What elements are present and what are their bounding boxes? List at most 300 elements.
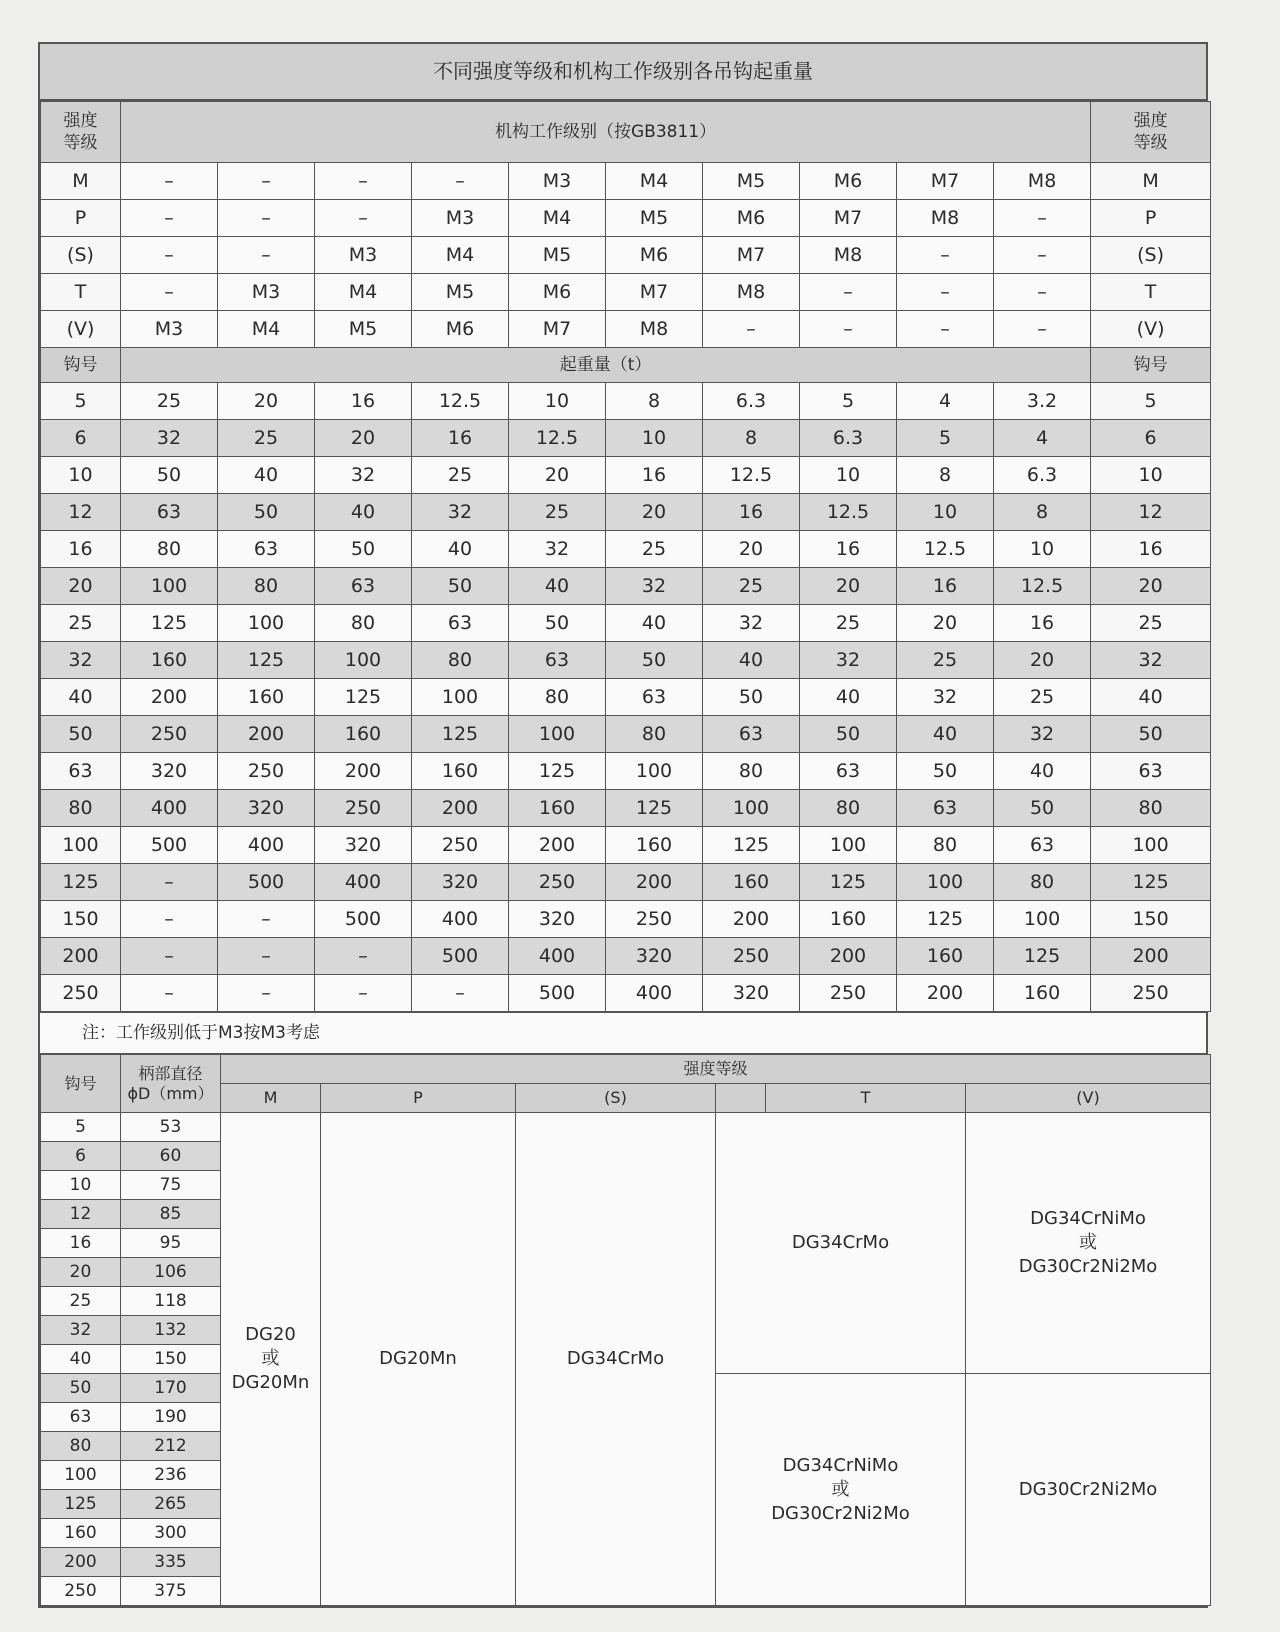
capacity-cell: 50 xyxy=(994,790,1091,827)
grade-cell: M5 xyxy=(509,237,606,274)
capacity-cell: 80 xyxy=(121,531,218,568)
grade-cell: M7 xyxy=(509,311,606,348)
capacity-cell: 100 xyxy=(994,901,1091,938)
capacity-cell: 25 xyxy=(509,494,606,531)
capacity-cell: 6.3 xyxy=(994,457,1091,494)
capacity-cell: 500 xyxy=(315,901,412,938)
capacity-cell: 16 xyxy=(897,568,994,605)
grade-rows xyxy=(41,102,1211,348)
grade-cell: M4 xyxy=(412,237,509,274)
capacity-cell: – xyxy=(121,901,218,938)
capacity-cell: – xyxy=(218,975,315,1012)
grade-cell: – xyxy=(121,274,218,311)
grade-cell: – xyxy=(121,237,218,274)
shank-diameter: 106 xyxy=(121,1258,221,1287)
capacity-cell: 63 xyxy=(994,827,1091,864)
capacity-row xyxy=(41,753,1211,790)
hook-number-left: 250 xyxy=(41,975,121,1012)
grade-cell: M8 xyxy=(994,163,1091,200)
capacity-cell: 25 xyxy=(412,457,509,494)
material-T-upper: DG34CrMo xyxy=(716,1113,966,1374)
grade-cell: – xyxy=(703,311,800,348)
capacity-cell: 160 xyxy=(315,716,412,753)
grade-cell: – xyxy=(800,274,897,311)
grade-cell: – xyxy=(897,274,994,311)
capacity-row xyxy=(41,827,1211,864)
capacity-cell: 20 xyxy=(315,420,412,457)
material-T-lower: DG34CrNiMo 或 DG30Cr2Ni2Mo xyxy=(716,1374,966,1606)
table-title: 不同强度等级和机构工作级别各吊钩起重量 xyxy=(40,44,1206,101)
capacity-cell: 200 xyxy=(218,716,315,753)
capacity-row xyxy=(41,605,1211,642)
hook-number: 25 xyxy=(41,1287,121,1316)
grade-cell: – xyxy=(994,200,1091,237)
hook-number: 12 xyxy=(41,1200,121,1229)
capacity-cell: 400 xyxy=(412,901,509,938)
hook-number-right: 150 xyxy=(1091,901,1211,938)
capacity-cell: 100 xyxy=(121,568,218,605)
capacity-cell: 80 xyxy=(994,864,1091,901)
capacity-row xyxy=(41,790,1211,827)
capacity-cell: 320 xyxy=(606,938,703,975)
capacity-cell: 160 xyxy=(703,864,800,901)
hook-number-right: 25 xyxy=(1091,605,1211,642)
material-V-upper: DG34CrNiMo 或 DG30Cr2Ni2Mo xyxy=(966,1113,1211,1374)
grade-cell: M8 xyxy=(703,274,800,311)
hook-number: 50 xyxy=(41,1374,121,1403)
hook-header: 钩号 xyxy=(41,1055,121,1113)
grade-cell: – xyxy=(315,200,412,237)
capacity-cell: 40 xyxy=(218,457,315,494)
capacity-cell: 40 xyxy=(897,716,994,753)
strength-grade-header: 强度等级 xyxy=(221,1055,1211,1084)
capacity-cell: 400 xyxy=(509,938,606,975)
hook-number-left: 6 xyxy=(41,420,121,457)
capacity-row xyxy=(41,716,1211,753)
capacity-cell: 160 xyxy=(218,679,315,716)
hook-number-left: 80 xyxy=(41,790,121,827)
shank-diameter: 60 xyxy=(121,1142,221,1171)
grade-cell: – xyxy=(994,311,1091,348)
capacity-cell: 100 xyxy=(218,605,315,642)
grade-M-header: M xyxy=(221,1084,321,1113)
grade-cell: – xyxy=(218,200,315,237)
shank-diameter: 150 xyxy=(121,1345,221,1374)
capacity-cell: 5 xyxy=(800,383,897,420)
capacity-cell: 200 xyxy=(897,975,994,1012)
capacity-cell: – xyxy=(121,975,218,1012)
grade-cell: M3 xyxy=(121,311,218,348)
grade-row xyxy=(41,163,1211,200)
grade-cell: M6 xyxy=(606,237,703,274)
hook-number-left: 200 xyxy=(41,938,121,975)
capacity-cell: 100 xyxy=(509,716,606,753)
capacity-cell: 160 xyxy=(412,753,509,790)
grade-row xyxy=(41,311,1211,348)
capacity-cell: 50 xyxy=(606,642,703,679)
grade-cell: M7 xyxy=(703,237,800,274)
grade-cell: – xyxy=(897,237,994,274)
capacity-cell: 32 xyxy=(121,420,218,457)
material-V-lower: DG30Cr2Ni2Mo xyxy=(966,1374,1211,1606)
capacity-cell: 125 xyxy=(218,642,315,679)
capacity-rows xyxy=(41,348,1211,1012)
shank-diameter: 75 xyxy=(121,1171,221,1200)
capacity-cell: – xyxy=(121,864,218,901)
capacity-cell: 200 xyxy=(703,901,800,938)
capacity-cell: 400 xyxy=(315,864,412,901)
capacity-cell: 500 xyxy=(218,864,315,901)
capacity-cell: 8 xyxy=(994,494,1091,531)
hook-number-right: 32 xyxy=(1091,642,1211,679)
grade-cell: – xyxy=(121,200,218,237)
hook-number-left: 12 xyxy=(41,494,121,531)
capacity-row xyxy=(41,864,1211,901)
capacity-cell: 20 xyxy=(800,568,897,605)
capacity-cell: 32 xyxy=(412,494,509,531)
shank-diameter: 335 xyxy=(121,1548,221,1577)
capacity-cell: 32 xyxy=(994,716,1091,753)
hook-number-left: 125 xyxy=(41,864,121,901)
hook-number-right: 50 xyxy=(1091,716,1211,753)
capacity-cell: 50 xyxy=(800,716,897,753)
grade-label-left: (V) xyxy=(41,311,121,348)
capacity-cell: 50 xyxy=(412,568,509,605)
capacity-cell: 16 xyxy=(412,420,509,457)
capacity-cell: 200 xyxy=(509,827,606,864)
grade-label-left: (S) xyxy=(41,237,121,274)
capacity-cell: 125 xyxy=(994,938,1091,975)
hook-number-right: 20 xyxy=(1091,568,1211,605)
capacity-cell: 40 xyxy=(315,494,412,531)
capacity-header: 起重量（t） xyxy=(121,348,1091,383)
capacity-cell: 100 xyxy=(897,864,994,901)
capacity-cell: 25 xyxy=(800,605,897,642)
grade-cell: M6 xyxy=(412,311,509,348)
grade-label-left: M xyxy=(41,163,121,200)
capacity-table xyxy=(40,101,1211,1012)
grade-label-right: (V) xyxy=(1091,311,1211,348)
capacity-cell: 200 xyxy=(315,753,412,790)
grade-cell: M8 xyxy=(606,311,703,348)
capacity-cell: 200 xyxy=(121,679,218,716)
capacity-cell: 100 xyxy=(703,790,800,827)
hook-number: 63 xyxy=(41,1403,121,1432)
capacity-cell: 50 xyxy=(509,605,606,642)
shank-diameter: 53 xyxy=(121,1113,221,1142)
capacity-cell: 125 xyxy=(703,827,800,864)
hook-number-right: 250 xyxy=(1091,975,1211,1012)
capacity-cell: 400 xyxy=(121,790,218,827)
grade-cell: – xyxy=(121,163,218,200)
grade-label-right: T xyxy=(1091,274,1211,311)
capacity-cell: 80 xyxy=(800,790,897,827)
hook-header-left: 钩号 xyxy=(41,348,121,383)
material-S: DG34CrMo xyxy=(516,1113,716,1606)
grade-cell: – xyxy=(218,163,315,200)
hook-number-right: 6 xyxy=(1091,420,1211,457)
capacity-cell: 10 xyxy=(994,531,1091,568)
capacity-cell: 250 xyxy=(509,864,606,901)
capacity-cell: 63 xyxy=(121,494,218,531)
capacity-cell: 25 xyxy=(606,531,703,568)
capacity-cell: 4 xyxy=(994,420,1091,457)
grade-cell: – xyxy=(412,163,509,200)
hook-number: 16 xyxy=(41,1229,121,1258)
hook-number: 5 xyxy=(41,1113,121,1142)
grade-label-left: T xyxy=(41,274,121,311)
shank-diameter: 132 xyxy=(121,1316,221,1345)
hook-number-right: 5 xyxy=(1091,383,1211,420)
capacity-cell: 8 xyxy=(897,457,994,494)
capacity-cell: 100 xyxy=(606,753,703,790)
grade-cell: M7 xyxy=(897,163,994,200)
footnote: 注：工作级别低于M3按M3考虑 xyxy=(40,1012,1206,1054)
capacity-cell: 160 xyxy=(606,827,703,864)
capacity-row xyxy=(41,457,1211,494)
capacity-cell: 125 xyxy=(509,753,606,790)
shank-diameter: 212 xyxy=(121,1432,221,1461)
capacity-cell: 32 xyxy=(315,457,412,494)
capacity-cell: 500 xyxy=(121,827,218,864)
capacity-cell: 40 xyxy=(412,531,509,568)
capacity-cell: 6.3 xyxy=(800,420,897,457)
capacity-cell: 320 xyxy=(121,753,218,790)
capacity-row xyxy=(41,679,1211,716)
capacity-cell: – xyxy=(315,975,412,1012)
grade-cell: M3 xyxy=(509,163,606,200)
capacity-cell: 63 xyxy=(800,753,897,790)
capacity-row xyxy=(41,975,1211,1012)
shank-diameter: 190 xyxy=(121,1403,221,1432)
capacity-cell: 250 xyxy=(800,975,897,1012)
capacity-row xyxy=(41,420,1211,457)
capacity-cell: 20 xyxy=(994,642,1091,679)
capacity-cell: 320 xyxy=(315,827,412,864)
capacity-cell: 10 xyxy=(606,420,703,457)
capacity-cell: 12.5 xyxy=(800,494,897,531)
capacity-cell: 3.2 xyxy=(994,383,1091,420)
capacity-cell: 25 xyxy=(218,420,315,457)
hook-number: 40 xyxy=(41,1345,121,1374)
hook-number: 100 xyxy=(41,1461,121,1490)
hook-number-right: 12 xyxy=(1091,494,1211,531)
grade-row xyxy=(41,200,1211,237)
capacity-cell: 160 xyxy=(897,938,994,975)
hook-number-right: 16 xyxy=(1091,531,1211,568)
hook-number-right: 10 xyxy=(1091,457,1211,494)
capacity-cell: 250 xyxy=(606,901,703,938)
hook-number-left: 100 xyxy=(41,827,121,864)
capacity-cell: 200 xyxy=(800,938,897,975)
grade-row xyxy=(41,237,1211,274)
capacity-cell: 63 xyxy=(509,642,606,679)
grade-cell: – xyxy=(994,274,1091,311)
grade-cell: – xyxy=(994,237,1091,274)
grade-cell: M8 xyxy=(800,237,897,274)
capacity-cell: 50 xyxy=(703,679,800,716)
capacity-cell: 100 xyxy=(315,642,412,679)
hook-number-right: 40 xyxy=(1091,679,1211,716)
hook-number: 125 xyxy=(41,1490,121,1519)
capacity-cell: 200 xyxy=(412,790,509,827)
capacity-cell: 80 xyxy=(606,716,703,753)
hook-number-left: 20 xyxy=(41,568,121,605)
hook-number: 32 xyxy=(41,1316,121,1345)
hook-number-right: 200 xyxy=(1091,938,1211,975)
shank-diameter: 236 xyxy=(121,1461,221,1490)
capacity-cell: 32 xyxy=(800,642,897,679)
capacity-cell: 250 xyxy=(412,827,509,864)
capacity-cell: 16 xyxy=(800,531,897,568)
capacity-cell: 16 xyxy=(994,605,1091,642)
capacity-cell: 40 xyxy=(994,753,1091,790)
capacity-cell: 125 xyxy=(606,790,703,827)
grade-row xyxy=(41,274,1211,311)
capacity-cell: 80 xyxy=(315,605,412,642)
capacity-cell: 20 xyxy=(703,531,800,568)
capacity-cell: 32 xyxy=(703,605,800,642)
capacity-row xyxy=(41,383,1211,420)
shank-diameter: 95 xyxy=(121,1229,221,1258)
hook-number-left: 25 xyxy=(41,605,121,642)
hook-header-right: 钩号 xyxy=(1091,348,1211,383)
capacity-cell: 160 xyxy=(121,642,218,679)
capacity-cell: 16 xyxy=(315,383,412,420)
capacity-cell: 25 xyxy=(994,679,1091,716)
capacity-cell: 63 xyxy=(218,531,315,568)
capacity-cell: 125 xyxy=(800,864,897,901)
grade-cell: M4 xyxy=(509,200,606,237)
capacity-cell: 100 xyxy=(412,679,509,716)
materials-table xyxy=(40,1054,1211,1606)
capacity-cell: 50 xyxy=(315,531,412,568)
capacity-cell: 63 xyxy=(703,716,800,753)
grade-cell: M5 xyxy=(412,274,509,311)
capacity-cell: – xyxy=(218,901,315,938)
grade-cell: M5 xyxy=(606,200,703,237)
capacity-cell: – xyxy=(412,975,509,1012)
grade-label-right: P xyxy=(1091,200,1211,237)
hook-number: 80 xyxy=(41,1432,121,1461)
capacity-cell: 8 xyxy=(606,383,703,420)
capacity-cell: 160 xyxy=(800,901,897,938)
capacity-cell: 12.5 xyxy=(897,531,994,568)
capacity-cell: 8 xyxy=(703,420,800,457)
capacity-cell: 400 xyxy=(218,827,315,864)
capacity-cell: 63 xyxy=(315,568,412,605)
material-P: DG20Mn xyxy=(321,1113,516,1606)
hook-number-left: 63 xyxy=(41,753,121,790)
capacity-cell: 80 xyxy=(412,642,509,679)
hook-number-left: 32 xyxy=(41,642,121,679)
capacity-cell: 250 xyxy=(703,938,800,975)
capacity-cell: 25 xyxy=(897,642,994,679)
hook-number-left: 50 xyxy=(41,716,121,753)
hook-number-right: 80 xyxy=(1091,790,1211,827)
capacity-cell: 16 xyxy=(703,494,800,531)
hook-number-left: 5 xyxy=(41,383,121,420)
capacity-cell: 250 xyxy=(121,716,218,753)
capacity-cell: 250 xyxy=(218,753,315,790)
capacity-cell: 20 xyxy=(606,494,703,531)
grade-label-right: M xyxy=(1091,163,1211,200)
hook-number: 250 xyxy=(41,1577,121,1606)
capacity-cell: 63 xyxy=(412,605,509,642)
capacity-cell: 160 xyxy=(994,975,1091,1012)
capacity-cell: 50 xyxy=(218,494,315,531)
capacity-row xyxy=(41,938,1211,975)
grade-cell: – xyxy=(800,311,897,348)
capacity-cell: 20 xyxy=(218,383,315,420)
capacity-cell: 25 xyxy=(703,568,800,605)
grade-label-left: P xyxy=(41,200,121,237)
shank-diameter: 375 xyxy=(121,1577,221,1606)
hook-number: 6 xyxy=(41,1142,121,1171)
grade-cell: M7 xyxy=(800,200,897,237)
grade-cell: M6 xyxy=(800,163,897,200)
hook-number: 200 xyxy=(41,1548,121,1577)
capacity-cell: 320 xyxy=(218,790,315,827)
capacity-cell: 12.5 xyxy=(994,568,1091,605)
strength-grade-header-right: 强度 等级 xyxy=(1091,102,1211,163)
materials-row xyxy=(41,1113,1211,1142)
capacity-cell: 500 xyxy=(509,975,606,1012)
capacity-cell: 5 xyxy=(897,420,994,457)
capacity-cell: 100 xyxy=(800,827,897,864)
hook-number-right: 63 xyxy=(1091,753,1211,790)
hook-number-left: 16 xyxy=(41,531,121,568)
capacity-cell: 12.5 xyxy=(703,457,800,494)
capacity-cell: 250 xyxy=(315,790,412,827)
capacity-cell: 12.5 xyxy=(509,420,606,457)
capacity-cell: 500 xyxy=(412,938,509,975)
grade-cell: M6 xyxy=(509,274,606,311)
grade-V-header: (V) xyxy=(966,1084,1211,1113)
shank-diameter: 118 xyxy=(121,1287,221,1316)
grade-cell: M3 xyxy=(218,274,315,311)
capacity-cell: 10 xyxy=(897,494,994,531)
capacity-cell: 125 xyxy=(121,605,218,642)
material-M: DG20 或 DG20Mn xyxy=(221,1113,321,1606)
grade-cell: M8 xyxy=(897,200,994,237)
grade-label-right: (S) xyxy=(1091,237,1211,274)
materials-rows xyxy=(41,1055,1211,1606)
capacity-cell: 20 xyxy=(897,605,994,642)
grade-P-header: P xyxy=(321,1084,516,1113)
capacity-cell: 4 xyxy=(897,383,994,420)
capacity-cell: 125 xyxy=(315,679,412,716)
capacity-cell: 40 xyxy=(606,605,703,642)
capacity-cell: 10 xyxy=(509,383,606,420)
capacity-row xyxy=(41,568,1211,605)
hook-number-left: 10 xyxy=(41,457,121,494)
hook-number: 160 xyxy=(41,1519,121,1548)
shank-diameter: 85 xyxy=(121,1200,221,1229)
capacity-cell: 160 xyxy=(509,790,606,827)
capacity-cell: 63 xyxy=(606,679,703,716)
hook-number-right: 125 xyxy=(1091,864,1211,901)
capacity-cell: – xyxy=(121,938,218,975)
shank-diameter: 300 xyxy=(121,1519,221,1548)
capacity-cell: 32 xyxy=(509,531,606,568)
capacity-cell: 40 xyxy=(509,568,606,605)
capacity-cell: 63 xyxy=(897,790,994,827)
hook-number-right: 100 xyxy=(1091,827,1211,864)
capacity-cell: 20 xyxy=(509,457,606,494)
hook-number: 20 xyxy=(41,1258,121,1287)
grade-cell: M5 xyxy=(703,163,800,200)
